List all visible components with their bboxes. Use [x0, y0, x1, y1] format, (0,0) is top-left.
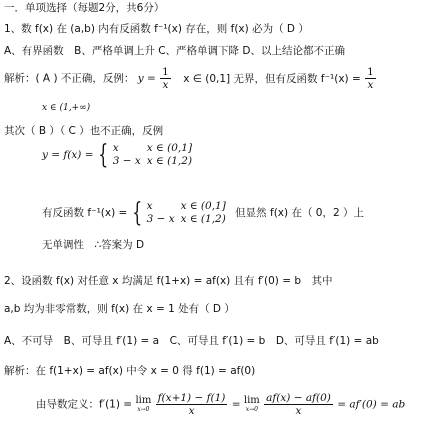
q2-stem-line1: 2、设函数 f(x) 对任意 x 均满足 f(1+x) = af(x) 且有 f′(0) = b 其中 — [4, 275, 333, 287]
derivative-result: = af′(0) = ab — [337, 398, 406, 411]
inverse-cases — [147, 200, 226, 226]
limit-operator — [135, 396, 151, 414]
section-heading: 一．单项选择（每题2分，共6分） — [4, 2, 165, 14]
reciprocal-fraction — [160, 66, 171, 91]
q2-options: A、不可导 B、可导且 f′(1) = a C、可导且 f′(1) = b D、可导且 f′(1) = ab — [4, 335, 379, 347]
lim-text: lim — [135, 394, 152, 406]
lim-text: lim — [243, 394, 260, 406]
difference-quotient-2 — [264, 392, 333, 417]
fraction-denominator: x — [367, 79, 374, 91]
left-brace: { — [131, 198, 142, 228]
fraction-numerator: 1 — [162, 66, 169, 78]
y-equals: y = — [137, 72, 156, 85]
equals-sign: = — [231, 398, 241, 411]
case-domain: x ∈ (0,1] — [146, 142, 193, 154]
q1-conclusion: 无单调性 ∴答案为 D — [42, 239, 145, 251]
analysis-a-label: 解析：( A ) 不正确，反例： — [4, 72, 135, 85]
limit-operator — [244, 396, 260, 414]
case-domain: x ∈ (1,2) — [180, 213, 226, 225]
fraction-numerator: f(x+1) − f(1) — [157, 392, 226, 404]
inverse-lhs: 有反函数 f⁻¹(x) = — [42, 207, 128, 219]
piecewise-function — [42, 142, 192, 168]
fraction-numerator: af(x) − af(0) — [266, 392, 331, 404]
fraction-denominator: x — [162, 79, 169, 91]
piecewise-cases — [113, 142, 192, 168]
q1-stem: 1、数 f(x) 在 (a,b) 内有反函数 f⁻¹(x) 存在，则 f(x) 必为（ D ） — [4, 23, 309, 35]
case-expr: x — [146, 200, 153, 212]
inverse-piecewise — [42, 200, 364, 226]
domain-text: x ∈ (0,1] 无界，但有反函数 f⁻¹(x) = — [183, 72, 361, 85]
lim-subscript: x→0 — [137, 405, 150, 413]
q1-analysis-a — [4, 66, 377, 91]
case-expr: x — [112, 142, 119, 154]
q1-domain-2: x ∈ (1,+∞) — [42, 103, 91, 113]
case-domain: x ∈ (0,1] — [180, 200, 226, 212]
inverse-fraction — [365, 66, 376, 91]
fraction-numerator: 1 — [367, 66, 374, 78]
q1-options: A、有界函数 B、严格单调上升 C、严格单调下降 D、以上结论都不正确 — [4, 45, 345, 57]
case-expr: 3 − x — [146, 213, 175, 225]
fraction-denominator: x — [188, 405, 195, 417]
derivative-definition — [36, 392, 405, 417]
left-brace: { — [98, 140, 109, 170]
q2-analysis: 解析：在 f(1+x) = af(x) 中令 x = 0 得 f(1) = af(0) — [4, 365, 256, 377]
case-domain: x ∈ (1,2) — [146, 155, 193, 167]
q2-stem-line2: a,b 均为非零常数，则 f(x) 在 x = 1 处有（ D ） — [4, 303, 235, 315]
difference-quotient-1 — [156, 392, 228, 417]
case-expr: 3 − x — [112, 155, 141, 167]
q1-analysis-bc: 其次（ B ）（ C ）也不正确，反例 — [4, 125, 164, 137]
inverse-tail: 但显然 f(x) 在（ 0，2 ）上 — [235, 207, 364, 219]
fraction-denominator: x — [295, 405, 302, 417]
lim-subscript: x→0 — [245, 405, 258, 413]
derivative-label: 由导数定义：f′(1) = — [36, 398, 133, 411]
piecewise-lhs: y = f(x) = — [42, 149, 94, 161]
